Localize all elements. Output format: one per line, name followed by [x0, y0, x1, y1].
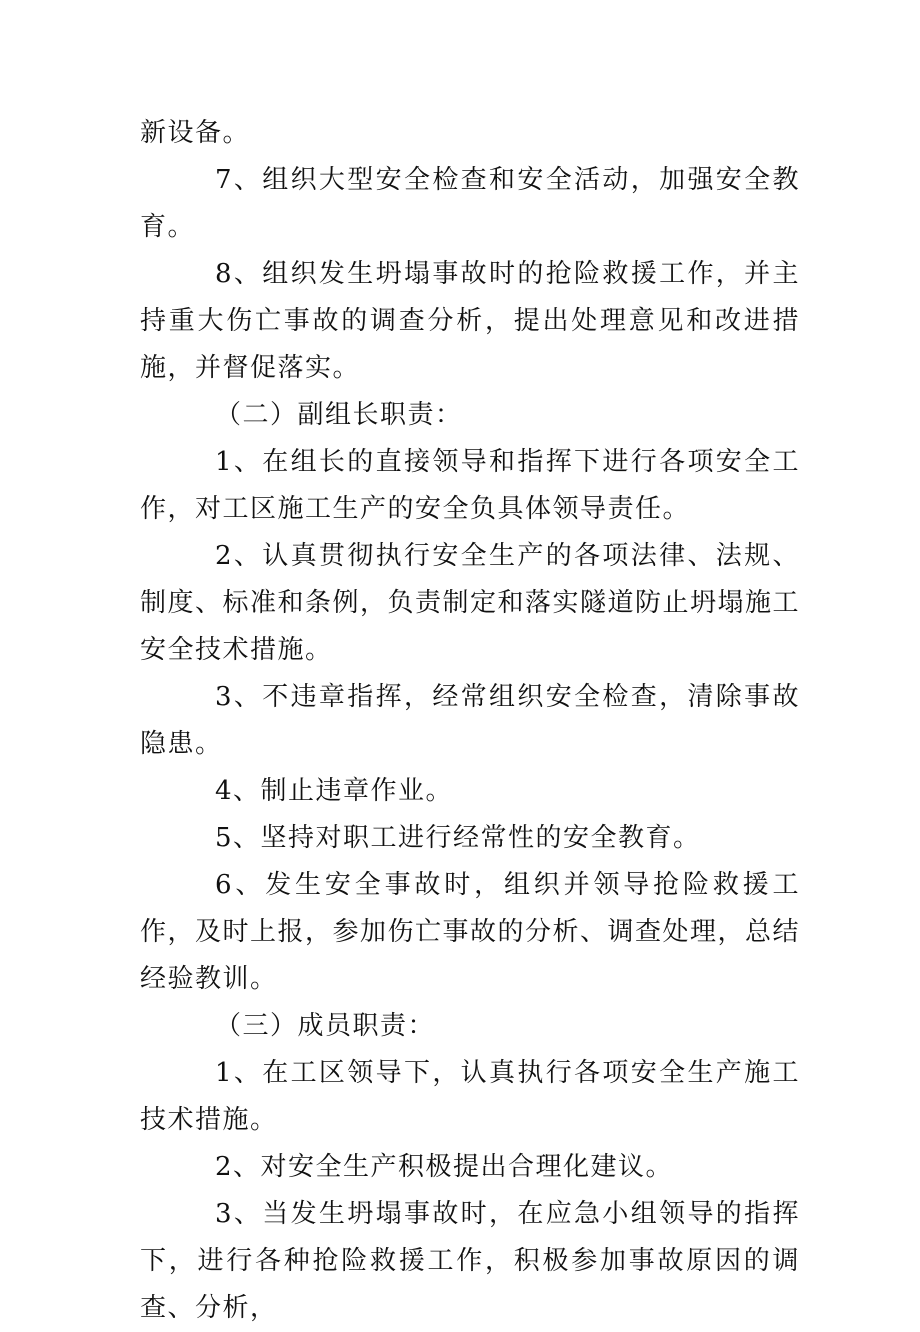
section-heading-deputy-leader: （二）副组长职责： [215, 400, 463, 430]
paragraph-member-item-1: 1、在工区领导下，认真执行各项安全生产施工技术措施。 [140, 1058, 800, 1135]
paragraph-deputy-item-6: 6、发生安全事故时，组织并领导抢险救援工作，及时上报，参加伤亡事故的分析、调查处理，总结经验教训。 [140, 870, 801, 994]
paragraph-deputy-item-1: 1、在组长的直接领导和指挥下进行各项安全工作，对工区施工生产的安全负具体领导责任。 [140, 447, 800, 524]
paragraph-deputy-item-5: 5、坚持对职工进行经常性的安全教育。 [215, 823, 701, 853]
paragraph-member-item-2: 2、对安全生产积极提出合理化建议。 [215, 1152, 674, 1182]
paragraph-item-8: 8、组织发生坍塌事故时的抢险救援工作，并主持重大伤亡事故的调查分析，提出处理意见和改进措施，并督促落实。 [140, 259, 800, 383]
paragraph-member-item-3: 3、当发生坍塌事故时，在应急小组领导的指挥下，进行各种抢险救援工作，积极参加事故原因的调查、分析， [140, 1199, 800, 1323]
paragraph-deputy-item-4: 4、制止违章作业。 [215, 776, 454, 806]
document-body [140, 110, 800, 1332]
paragraph-continuation: 新设备。 [140, 118, 251, 148]
paragraph-deputy-item-3: 3、不违章指挥，经常组织安全检查，清除事故隐患。 [140, 682, 800, 759]
paragraph-deputy-item-2: 2、认真贯彻执行安全生产的各项法律、法规、制度、标准和条例，负责制定和落实隧道防止坍塌施工安全技术措施。 [140, 541, 801, 665]
paragraph-item-7: 7、组织大型安全检查和安全活动，加强安全教育。 [140, 165, 800, 242]
section-heading-members: （三）成员职责： [215, 1011, 436, 1041]
